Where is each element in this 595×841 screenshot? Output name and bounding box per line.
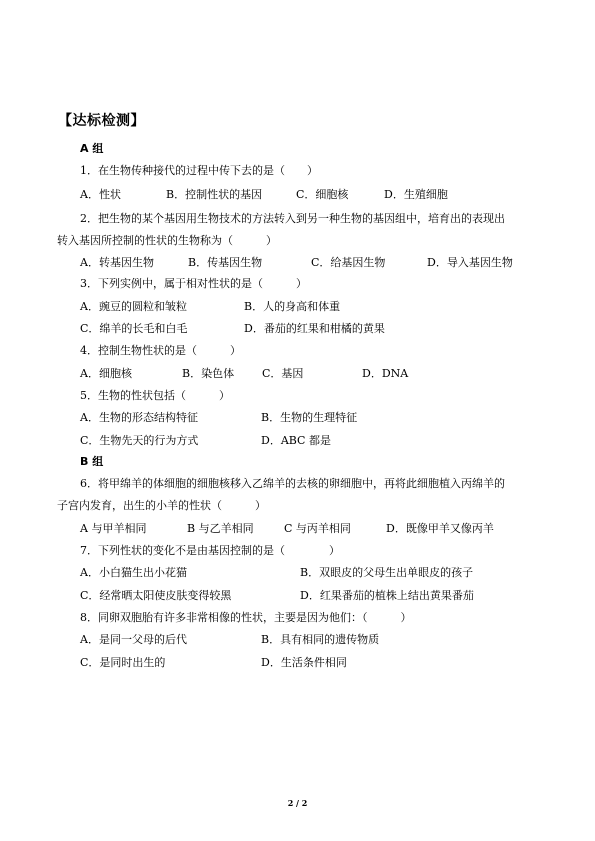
- question-8-option-b: B．具有相同的遗传物质: [261, 633, 380, 646]
- question-7-stem: 7．下列性状的变化不是由基因控制的是（ ）: [80, 544, 340, 557]
- question-5-option-b: B．生物的生理特征: [261, 411, 358, 424]
- question-1-option-c: C．细胞核: [296, 188, 349, 201]
- question-4-option-a: A．细胞核: [80, 367, 132, 380]
- question-7-option-d: D．红果番茄的植株上结出黄果番茄: [300, 589, 474, 602]
- question-2-stem-continued: 转入基因所控制的性状的生物称为（ ）: [57, 234, 277, 247]
- question-2-option-b: B．传基因生物: [188, 256, 263, 269]
- page-number: 2 / 2: [287, 798, 308, 808]
- question-3-option-d: D．番茄的红果和柑橘的黄果: [244, 322, 385, 335]
- question-6-option-b: B 与乙羊相同: [187, 522, 254, 535]
- question-1-option-b: B．控制性状的基因: [166, 188, 263, 201]
- question-6-option-d: D．既像甲羊又像丙羊: [386, 522, 494, 535]
- question-7-option-a: A．小白猫生出小花猫: [80, 566, 187, 579]
- question-5-option-d: D．ABC 都是: [261, 434, 331, 447]
- question-6-option-a: A 与甲羊相同: [80, 522, 147, 535]
- question-8-option-a: A．是同一父母的后代: [80, 633, 187, 646]
- group-b-label: B 组: [80, 455, 104, 468]
- question-4-option-c: C．基因: [262, 367, 304, 380]
- question-7-option-c: C．经常晒太阳使皮肤变得较黑: [80, 589, 232, 602]
- question-3-stem: 3．下列实例中，属于相对性状的是（ ）: [80, 277, 307, 290]
- question-2-option-d: D．导入基因生物: [427, 256, 513, 269]
- question-8-option-c: C．是同时出生的: [80, 656, 166, 669]
- question-3-option-b: B．人的身高和体重: [244, 300, 341, 313]
- question-6-stem: 6．将甲绵羊的体细胞的细胞核移入乙绵羊的去核的卵细胞中，再将此细胞植入丙绵羊的: [80, 477, 505, 490]
- question-4-stem: 4．控制生物性状的是（ ）: [80, 344, 241, 357]
- question-3-option-a: A．豌豆的圆粒和皱粒: [80, 300, 187, 313]
- question-5-option-a: A．生物的形态结构特征: [80, 411, 198, 424]
- question-1-option-a: A．性状: [80, 188, 121, 201]
- group-a-label: A 组: [80, 142, 104, 155]
- question-4-option-d: D．DNA: [362, 367, 409, 380]
- question-7-option-b: B．双眼皮的父母生出单眼皮的孩子: [300, 566, 474, 579]
- question-2-option-a: A．转基因生物: [80, 256, 154, 269]
- question-3-option-c: C．绵羊的长毛和白毛: [80, 322, 188, 335]
- question-2-stem: 2．把生物的某个基因用生物技术的方法转入到另一种生物的基因组中，培育出的表现出: [80, 212, 505, 225]
- question-5-stem: 5．生物的性状包括（ ）: [80, 389, 230, 402]
- section-heading: 【达标检测】: [58, 113, 145, 129]
- question-2-option-c: C．给基因生物: [311, 256, 386, 269]
- question-8-option-d: D．生活条件相同: [261, 656, 347, 669]
- question-6-stem-continued: 子宫内发育，出生的小羊的性状（ ）: [57, 499, 266, 512]
- question-4-option-b: B．染色体: [182, 367, 235, 380]
- question-1-stem: 1．在生物传种接代的过程中传下去的是（ ）: [80, 164, 318, 177]
- question-1-option-d: D．生殖细胞: [384, 188, 448, 201]
- question-6-option-c: C 与丙羊相同: [284, 522, 351, 535]
- question-8-stem: 8．同卵双胞胎有许多非常相像的性状，主要是因为他们：（ ）: [80, 611, 412, 624]
- question-5-option-c: C．生物先天的行为方式: [80, 434, 199, 447]
